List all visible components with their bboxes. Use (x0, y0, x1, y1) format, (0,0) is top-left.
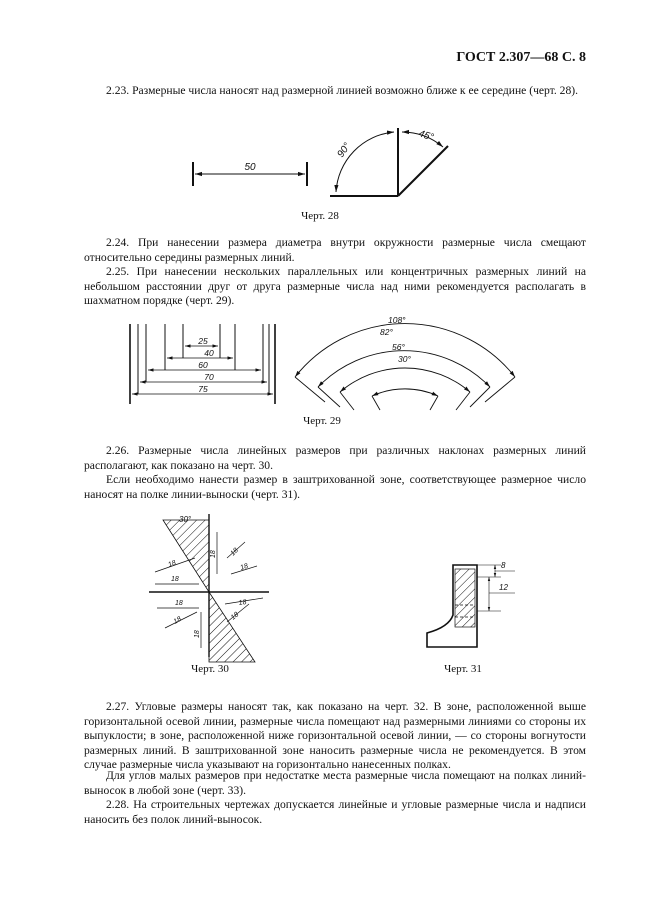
fig30-dim-2: 18 (229, 546, 240, 558)
figure-30 (145, 512, 270, 657)
fig30-dim-3: 18 (239, 562, 250, 572)
fig30-dim-10: 18 (229, 611, 241, 622)
fig29-dim-70: 70 (204, 372, 214, 382)
fig30-dim-4: 18 (171, 576, 179, 583)
fig28-dim-50: 50 (244, 162, 256, 173)
fig29-angle-108: 108° (388, 315, 406, 325)
fig29-angle-56: 56° (392, 342, 405, 352)
fig29-angle-30: 30° (398, 354, 411, 364)
fig31-dim-12: 12 (499, 583, 508, 592)
figure-29-linear (125, 322, 285, 407)
fig29-dim-25: 25 (198, 336, 208, 346)
fig29-dim-40: 40 (204, 348, 214, 358)
fig30-dim-8: 18 (194, 630, 201, 638)
caption-ch28: Черт. 28 (301, 210, 339, 222)
fig29-angle-82: 82° (380, 327, 393, 337)
figure-31 (415, 555, 525, 655)
paragraph-2-23: 2.23. Размерные числа наносят над размерной линией возможно ближе к ее середине (черт. 28). (106, 84, 579, 97)
paragraph-2-27: 2.27. Угловые размеры наносят так, как показано на черт. 32. В зоне, расположенной выше горизонтальной осевой линии, размерные числа помещают над размерными линиями со стороны их выпуклости; в зоне, расположенной ниже горизонтальной осевой линии, — со стороны вогнутости размерных линий. В заштрихованной зоне наносить размерные числа не рекомендуется. В этом случае размерные числа указывают на горизонтально нанесенных полках. (84, 700, 586, 771)
paragraph-2-27-b: Для углов малых размеров при недостатке места размерные числа помещают на полках линий-выносок в любой зоне (черт. 33). (84, 769, 586, 797)
fig28-angle-45: 45° (417, 128, 435, 144)
fig29-dim-75: 75 (198, 384, 208, 394)
caption-ch29: Черт. 29 (303, 415, 341, 427)
fig30-dim-5: 18 (167, 559, 178, 569)
fig31-dim-8: 8 (501, 561, 506, 570)
paragraph-2-26: 2.26. Размерные числа линейных размеров при различных наклонах размерных линий располагают, как показано на черт. 30. (84, 444, 586, 472)
fig30-angle-30: 30° (179, 515, 192, 524)
paragraph-2-25: 2.25. При нанесении нескольких параллельных или концентричных размерных линий на небольшом расстоянии друг от друга размерные числа над ними рекомендуется располагать в шахматном порядке (черт. 29). (84, 265, 586, 307)
page-header: ГОСТ 2.307—68 С. 8 (456, 50, 586, 65)
fig28-angle-90: 90° (335, 141, 354, 160)
paragraph-2-28: 2.28. На строительных чертежах допускается линейные и угловые размерные числа и надписи наносить без полок линий-выносок. (84, 798, 586, 826)
fig30-dim-7: 18 (172, 615, 183, 626)
paragraph-2-24: 2.24. При нанесении размера диаметра внутри окружности размерные числа смещают относительно середины размерных линий. (84, 236, 586, 264)
fig30-dim-9: 18 (238, 598, 247, 607)
figure-29-angular (290, 312, 520, 412)
paragraph-2-26-b: Если необходимо нанести размер в заштрихованной зоне, соответствующее размерное число наносят на полке линии-выноски (черт. 31). (84, 473, 586, 501)
fig30-dim-6: 18 (175, 600, 183, 607)
caption-ch31: Черт. 31 (444, 663, 482, 675)
figure-28 (180, 120, 470, 210)
caption-ch30: Черт. 30 (191, 663, 229, 675)
fig29-dim-60: 60 (198, 360, 208, 370)
fig30-dim-1: 18 (210, 550, 217, 558)
